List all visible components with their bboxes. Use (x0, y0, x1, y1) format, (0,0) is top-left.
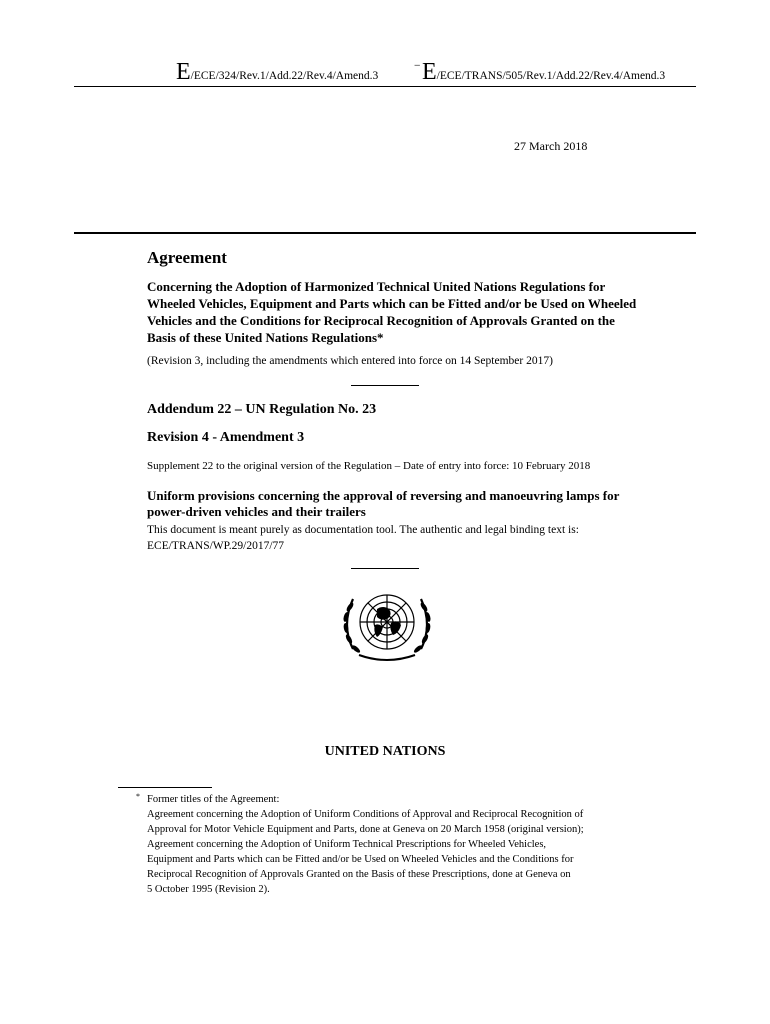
un-emblem-icon (337, 579, 437, 669)
footnote-line: 5 October 1995 (Revision 2). (147, 884, 270, 895)
footnote-line: Agreement concerning the Adoption of Uniform Technical Prescriptions for Wheeled Vehicles, (147, 839, 547, 850)
document-symbol-ece: E/ECE/324/Rev.1/Add.22/Rev.4/Amend.3 (176, 59, 379, 85)
document-symbol-header (74, 60, 696, 87)
footnote-text (147, 792, 636, 897)
footnote-divider (118, 787, 212, 788)
footnote-line: Former titles of the Agreement: (147, 794, 280, 805)
symbol-separator: − (414, 60, 421, 72)
un-emblem-graphic (337, 579, 437, 669)
short-divider (351, 568, 419, 569)
footnote-mark: * (136, 792, 140, 801)
short-divider (351, 385, 419, 386)
footnote-line: Equipment and Parts which can be Fitted and/or be Used on Wheeled Vehicles and the Conditions for (147, 854, 574, 865)
revision-note: (Revision 3, including the amendments which entered into force on 14 September 2017) (147, 355, 553, 367)
addendum-heading: Addendum 22 – UN Regulation No. 23 (147, 402, 377, 417)
main-content (147, 248, 637, 669)
footnote-line: Reciprocal Recognition of Approvals Granted on the Basis of these Prescriptions, done at Geneva on (147, 869, 571, 880)
footnote-line: Agreement concerning the Adoption of Uniform Conditions of Approval and Reciprocal Recognition of (147, 809, 584, 820)
agreement-heading: Agreement (147, 248, 227, 267)
footnote-line: Approval for Motor Vehicle Equipment and Parts, done at Geneva on 20 March 1958 (original version); (147, 824, 584, 835)
organization-name: UNITED NATIONS (324, 744, 446, 759)
document-date: 27 March 2018 (514, 139, 588, 153)
section-divider (74, 232, 696, 234)
document-symbol-trans: E/ECE/TRANS/505/Rev.1/Add.22/Rev.4/Amend.3 (422, 59, 666, 85)
agreement-title: Concerning the Adoption of Harmonized Technical United Nations Regulations for Wheeled Vehicles, Equipment and Parts which can be Fitted and/or be Used on Wheeled Vehicles and the Conditions for Reciprocal Recognition of Approvals Granted on the Basis of these United Nations Regulations* (147, 279, 637, 345)
documentation-note: This document is meant purely as documentation tool. The authentic and legal binding text is: ECE/TRANS/WP.29/2017/77 (147, 524, 579, 552)
supplement-note: Supplement 22 to the original version of the Regulation – Date of entry into force: 10 February 2018 (147, 460, 591, 472)
footnote (136, 792, 636, 897)
uniform-provisions-title: Uniform provisions concerning the approval of reversing and manoeuvring lamps for power-driven vehicles and their trailers (147, 488, 620, 519)
revision-amendment-heading: Revision 4 - Amendment 3 (147, 430, 305, 445)
